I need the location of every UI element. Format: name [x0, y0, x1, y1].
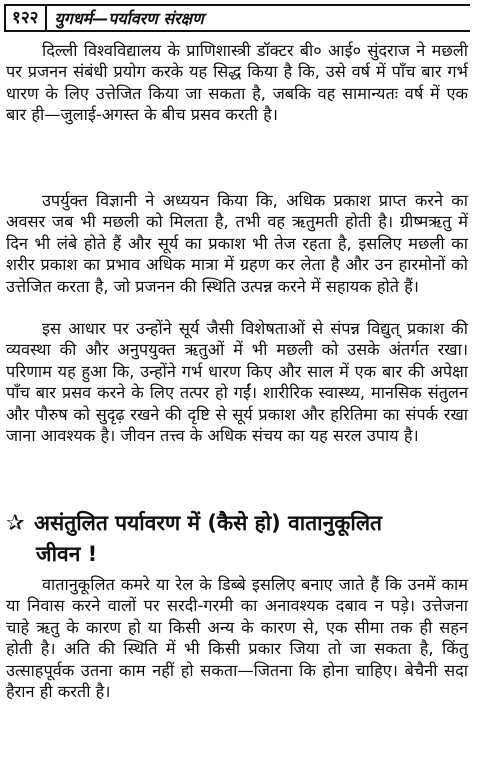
paragraph-text: दिल्ली विश्वविद्यालय के प्राणिशास्त्री डॉक्टर बी० आई० सुंदराज ने मछली पर प्रजनन संबंधी प्रयोग करके यह सिद्ध किया है कि, उसे वर्ष में पाँच बार गर्भ धारण के लिए उत्तेजित किया जा सकता है, जबकि वह सामान्यतः वर्ष में एक बार ही—जुलाई-अगस्त के बीच प्रसव करती है। — [6, 41, 468, 125]
running-title: युगधर्म—पर्यावरण संरक्षण — [47, 4, 470, 32]
body-paragraph-1 — [6, 40, 468, 126]
heading-line-1: असंतुलित पर्यावरण में (कैसे हो) वातानुकूलित — [34, 511, 383, 535]
star-icon: ✰ — [6, 511, 25, 536]
paragraph-text: वातानुकूलित कमरे या रेल के डिब्बे इसलिए बनाए जाते हैं कि उनमें काम या निवास करने वालों पर सरदी-गरमी का अनावश्यक दबाव न पड़े। उत्तेजना चाहे ऋतु के कारण हो या किसी अन्य के कारण से, एक सीमा तक ही सहन होती है। अति की स्थिति में भी किसी प्रकार जिया तो जा सकता है, किंतु उत्साहपूर्वक उतना काम नहीं हो सकता—जितना कि होना चाहिए। बेचैनी सदा हैरान ही करती है। — [6, 575, 468, 702]
body-paragraph-2 — [6, 190, 468, 297]
section-heading — [6, 508, 468, 569]
heading-line-2: जीवन ! — [36, 542, 98, 566]
paragraph-text: उपर्युक्त विज्ञानी ने अध्ययन किया कि, अधिक प्रकाश प्राप्त करने का अवसर जब भी मछली को मिलता है, तभी वह ऋतुमती होती है। ग्रीष्मऋतु में दिन भी लंबे होते हैं और सूर्य का प्रकाश भी तेज रहता है, इसलिए मछली का शरीर प्रकाश का प्रभाव अधिक मात्रा में ग्रहण कर लेता है और उन हारमोनों को उत्तेजित करता है, जो प्रजनन की स्थिति उत्पन्न करने में सहायक होते हैं। — [6, 191, 468, 296]
paragraph-text: इस आधार पर उन्होंने सूर्य जैसी विशेषताओं से संपन्न विद्युत् प्रकाश की व्यवस्था की और अनुपयुक्त ऋतुओं में भी मछली को उसके अंतर्गत रखा। परिणाम यह हुआ कि, उन्होंने गर्भ धारण किए और साल में एक बार की अपेक्षा पाँच बार प्रसव करने के लिए तत्पर हो गईं। शारीरिक स्वास्थ्य, मानसिक संतुलन और पौरुष को सुदृढ़ रखने की दृष्टि से सूर्य प्रकाश और हरितिमा का संपर्क रखा जाना आवश्यक है। जीवन तत्त्व के अधिक संचय का यह सरल उपाय है। — [6, 319, 468, 446]
body-paragraph-3 — [6, 318, 468, 446]
section-paragraph — [6, 574, 468, 702]
page-number: १२२ — [4, 4, 47, 32]
running-head — [4, 4, 470, 32]
